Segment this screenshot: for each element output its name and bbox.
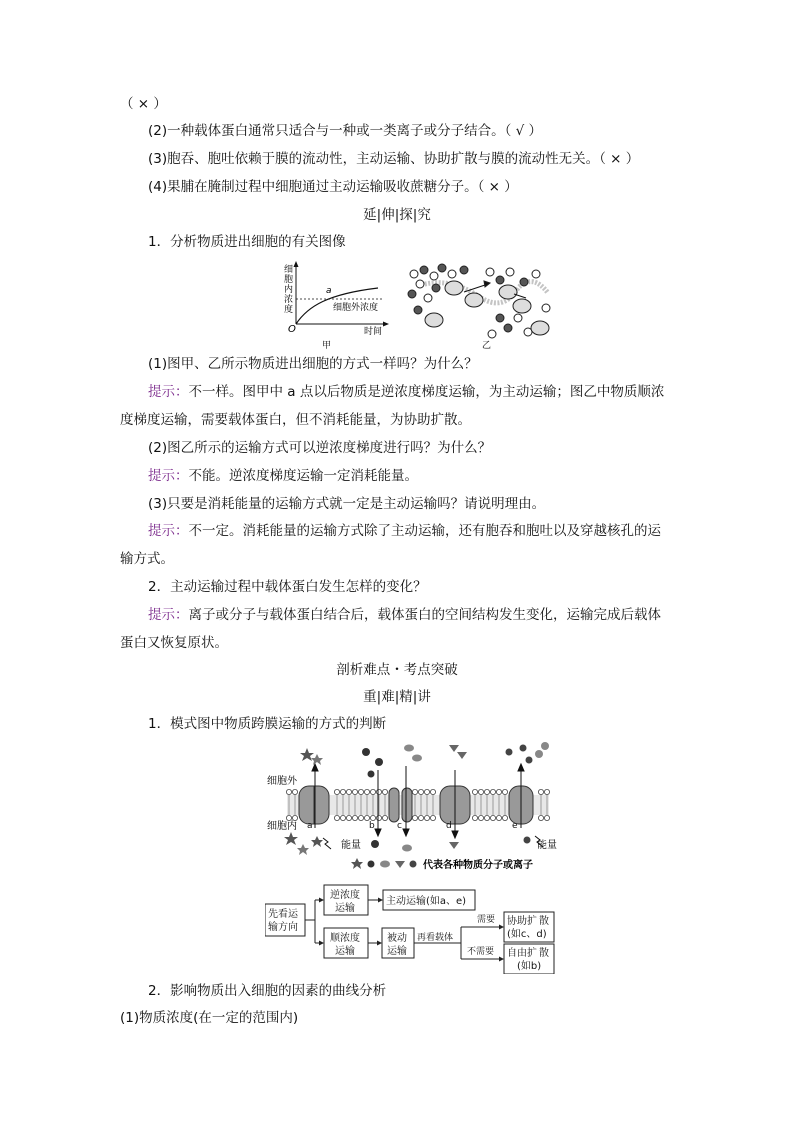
flowchart-transport-types [265, 882, 565, 974]
passive-line-1: 被动 [387, 933, 407, 944]
key-point-1-title: 1．模式图中物质跨膜运输的方式的判断 [148, 716, 387, 732]
phospholipid-head [382, 789, 387, 794]
judgement-line-2: (2)一种载体蛋白通常只适合与一种或一类离子或分子结合。（ √ ） [148, 123, 543, 139]
section-1-title: 1．分析物质进出细胞的有关图像 [148, 234, 346, 250]
answer-4-line-1 [148, 605, 661, 625]
phospholipid-head [352, 789, 357, 794]
figure-membrane-transport [265, 740, 565, 872]
phospholipid-head [544, 815, 549, 820]
phospholipid-head [412, 789, 417, 794]
energy-label-e: 能量 [537, 840, 557, 851]
phospholipid-head [490, 815, 495, 820]
answer-3-text: 不一定。消耗能量的运输方式除了主动运输，还有胞吞和胞吐以及穿越核孔的运 [188, 523, 661, 539]
answer-1-line-2: 度梯度运输，需要载体蛋白，但不消耗能量，为协助扩散。 [120, 412, 471, 428]
label-c: c [397, 821, 402, 831]
phospholipid-head [358, 815, 363, 820]
phospholipid-head [430, 789, 435, 794]
diagram-yi [408, 264, 550, 351]
phospholipid-head [424, 789, 429, 794]
answer-3-line-1 [148, 521, 661, 541]
label-outside: 细胞外 [267, 776, 297, 787]
judgement-line-4: (4)果脯在腌制过程中细胞通过主动运输吸收蔗糖分子。（ × ） [148, 179, 518, 195]
free-line-3: (如b) [517, 961, 542, 972]
passive-line-2: 运输 [387, 946, 407, 957]
free-line-2: 散 [539, 948, 549, 959]
phospholipid-head [364, 815, 369, 820]
answer-2 [148, 466, 418, 486]
phospholipid-head [418, 815, 423, 820]
carrier-protein-a [299, 786, 329, 824]
phospholipid-head [292, 815, 297, 820]
question-1: (1)图甲、乙所示物质进出细胞的方式一样吗？为什么？ [148, 356, 478, 372]
hint-label: 提示： [148, 384, 189, 400]
hint-label: 提示： [148, 468, 189, 484]
answer-3-line-2: 输方式。 [120, 551, 174, 567]
answer-2-text: 不能。逆浓度梯度运输一定消耗能量。 [188, 468, 418, 484]
phospholipid-head [346, 815, 351, 820]
phospholipid-head [478, 815, 483, 820]
phospholipid-head [544, 789, 549, 794]
answer-1-text: 不一样。图甲中 a 点以后物质是逆浓度梯度运输，为主动运输；图乙中物质顺浓 [188, 384, 665, 400]
along-line-2: 运输 [335, 946, 355, 957]
y-axis-label-1: 细 [284, 265, 294, 275]
point-a-label: a [326, 286, 332, 296]
figure-transport-images [278, 258, 568, 353]
phospholipid-head [334, 789, 339, 794]
phospholipid-head [370, 789, 375, 794]
phospholipid-head [286, 789, 291, 794]
dashed-line-label: 细胞外浓度 [333, 303, 379, 313]
phospholipid-head [292, 789, 297, 794]
label-a: a [307, 821, 313, 831]
legend-molecules [351, 858, 417, 869]
phospholipid-head [538, 815, 543, 820]
phospholipid-head [376, 815, 381, 820]
phospholipid-head [484, 789, 489, 794]
start-line-1: 先看运 [268, 909, 298, 920]
section-2-title: 2．主动运输过程中载体蛋白发生怎样的变化？ [148, 579, 427, 595]
check-carrier: 再看载体 [417, 933, 454, 943]
phospholipid-head [358, 789, 363, 794]
start-line-2: 输方向 [268, 922, 298, 933]
along-line-1: 顺浓度 [330, 933, 360, 944]
phospholipid-head [502, 789, 507, 794]
y-axis-label-5: 度 [284, 305, 294, 315]
label-inside: 细胞内 [267, 821, 297, 832]
free-line-1: 自由扩 [507, 948, 537, 959]
phospholipid-head [346, 789, 351, 794]
heading-extend-explore: 延|伸|探|究 [363, 207, 431, 223]
judgement-line-1-end: （ × ） [120, 96, 167, 112]
answer-1-line-1 [148, 382, 664, 402]
energy-label-a: 能量 [341, 840, 361, 851]
origin-label: O [288, 324, 296, 335]
graph-jia [284, 261, 389, 351]
no-need-label: 不需要 [467, 947, 495, 957]
phospholipid-head [484, 815, 489, 820]
phospholipid-head [478, 789, 483, 794]
heading-section-analysis: 剖析难点・考点突破 [336, 662, 458, 678]
heading-key-points: 重|难|精|讲 [363, 689, 431, 705]
y-axis-label-4: 浓 [284, 295, 294, 305]
question-3: (3)只要是消耗能量的运输方式就一定是主动运输吗？请说明理由。 [148, 496, 546, 512]
phospholipid-head [340, 815, 345, 820]
phospholipid-head [430, 815, 435, 820]
judgement-line-3: (3)胞吞、胞吐依赖于膜的流动性，主动运输、协助扩散与膜的流动性无关。（ × ） [148, 151, 640, 167]
phospholipid-head [382, 815, 387, 820]
hint-label: 提示： [148, 607, 189, 623]
phospholipid-head [286, 815, 291, 820]
label-e: e [512, 821, 518, 831]
caption-yi: 乙 [482, 341, 492, 351]
phospholipid-head [496, 815, 501, 820]
label-d: d [446, 821, 452, 831]
phospholipid-head [502, 815, 507, 820]
key-point-2-sub-1: (1)物质浓度(在一定的范围内) [120, 1010, 299, 1026]
question-2: (2)图乙所示的运输方式可以逆浓度梯度进行吗？为什么？ [148, 440, 492, 456]
phospholipid-head [472, 815, 477, 820]
y-axis-label-3: 内 [284, 285, 294, 295]
need-label: 需要 [477, 915, 496, 925]
y-axis-label-2: 胞 [284, 275, 294, 285]
phospholipid-head [490, 789, 495, 794]
phospholipid-head [412, 815, 417, 820]
facilitated-line-1: 协助扩 [507, 916, 537, 927]
facilitated-line-3: (如c、d) [507, 929, 547, 940]
phospholipid-head [472, 789, 477, 794]
answer-4-line-2: 蛋白又恢复原状。 [120, 635, 228, 651]
phospholipid-head [376, 789, 381, 794]
phospholipid-head [496, 789, 501, 794]
phospholipid-head [352, 815, 357, 820]
phospholipid-head [334, 815, 339, 820]
against-line-2: 运输 [335, 903, 355, 914]
key-point-2-title: 2．影响物质出入细胞的因素的曲线分析 [148, 983, 387, 999]
legend-label: 代表各种物质分子或离子 [423, 860, 533, 871]
answer-4-text: 离子或分子与载体蛋白结合后，载体蛋白的空间结构发生变化，运输完成后载体 [188, 607, 661, 623]
label-b: b [369, 821, 375, 831]
hint-label: 提示： [148, 523, 189, 539]
phospholipid-head [424, 815, 429, 820]
caption-jia: 甲 [322, 341, 332, 351]
facilitated-line-2: 散 [539, 916, 549, 927]
active-transport: 主动运输(如a、e) [386, 896, 467, 907]
against-line-1: 逆浓度 [330, 890, 360, 901]
x-axis-label: 时间 [364, 327, 383, 337]
phospholipid-head [364, 789, 369, 794]
phospholipid-head [370, 815, 375, 820]
phospholipid-head [340, 789, 345, 794]
phospholipid-head [418, 789, 423, 794]
phospholipid-head [538, 789, 543, 794]
